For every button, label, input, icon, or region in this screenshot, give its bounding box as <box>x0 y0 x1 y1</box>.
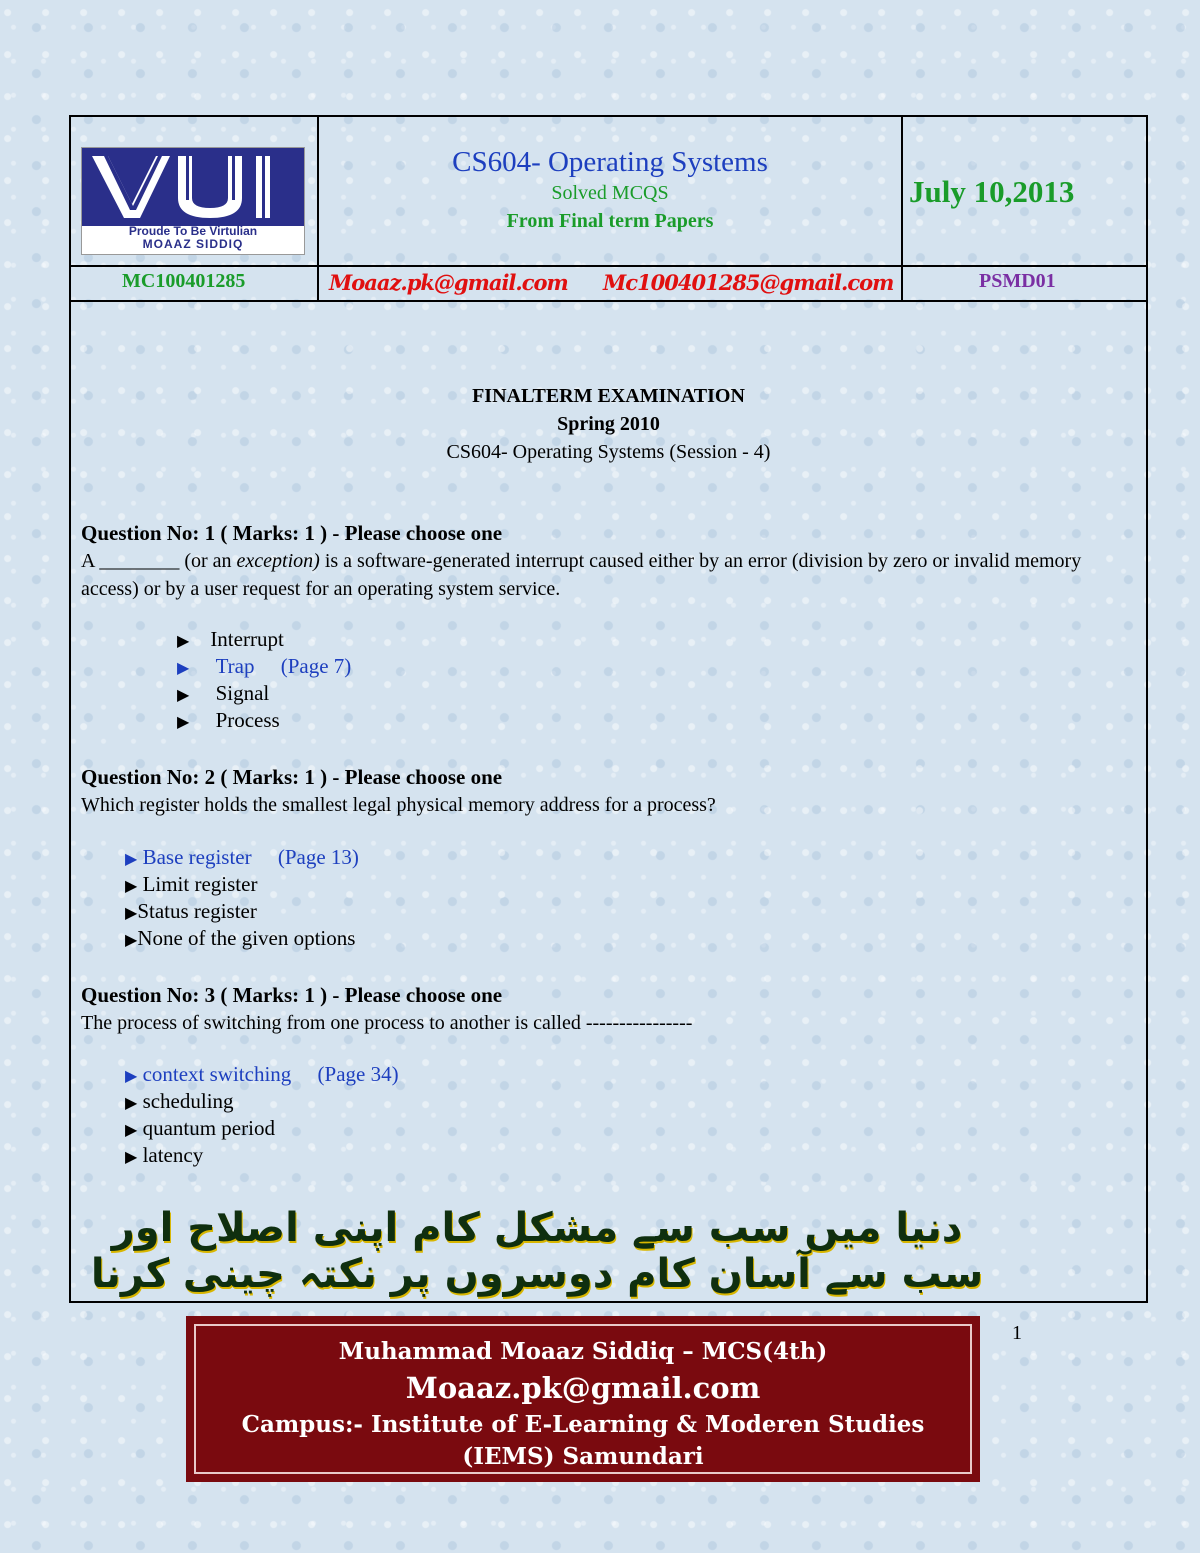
vu-logo <box>81 147 305 255</box>
question-2-option-3: ▶Status register <box>125 899 257 923</box>
page-number: 1 <box>1012 1322 1022 1344</box>
footer-location: (IEMS) Samundari <box>462 1443 704 1470</box>
header-subtitle-2: From Final term Papers <box>506 210 714 232</box>
question-3-header: Question No: 3 ( Marks: 1 ) - Please choose one <box>81 983 503 1007</box>
urdu-quote: دنیا میں سب سے مشکل کام اپنی اصلاح اور سب سے آسان کام دوسروں پر نکتہ چینی کرنا <box>90 1205 984 1297</box>
answer-ref: (Page 7) <box>280 654 352 678</box>
footer-campus: Campus:- Institute of E-Learning & Moderen Studies <box>241 1411 925 1438</box>
question-1-header: Question No: 1 ( Marks: 1 ) - Please choose one <box>81 521 503 545</box>
email-link-2[interactable]: Mc100401285@gmail.com <box>603 270 894 295</box>
col-divider-2 <box>901 117 903 302</box>
question-3-text: The process of switching from one process to another is called ---------------- <box>81 1012 693 1034</box>
course-code: PSMD01 <box>979 270 1056 292</box>
answer-ref: (Page 13) <box>277 845 359 869</box>
student-id: MC100401285 <box>122 270 246 292</box>
question-1-option-2-correct: ▶ Trap (Page 7) <box>177 654 352 678</box>
question-1-option-1: ▶ Interrupt <box>177 627 284 651</box>
question-1-text: A ________ (or an exception) is a software-generated interrupt caused either by an error (division by zero or invalid memory access) or by a user request for an operating system service. <box>81 550 1082 600</box>
question-3-option-4: ▶ latency <box>125 1143 204 1167</box>
question-1-option-4: ▶ Process <box>177 708 280 732</box>
info-divider <box>71 300 1146 302</box>
question-2-option-1-correct: ▶ Base register (Page 13) <box>125 845 359 869</box>
question-2-option-2: ▶ Limit register <box>125 872 258 896</box>
header-date: July 10,2013 <box>909 174 1075 209</box>
question-2-header: Question No: 2 ( Marks: 1 ) - Please choose one <box>81 765 503 789</box>
question-2-text: Which register holds the smallest legal physical memory address for a process? <box>81 794 716 816</box>
header-title: CS604- Operating Systems <box>452 146 768 178</box>
email-link-1[interactable]: Moaaz.pk@gmail.com <box>329 270 568 295</box>
answer-ref: (Page 34) <box>317 1062 399 1086</box>
exam-course: CS604- Operating Systems (Session - 4) <box>446 441 771 463</box>
header-subtitle-1: Solved MCQS <box>551 182 669 204</box>
author-footer <box>186 1316 980 1482</box>
page-frame <box>69 115 1148 1303</box>
footer-email[interactable]: Moaaz.pk@gmail.com <box>405 1371 761 1405</box>
header-divider <box>71 265 1146 267</box>
logo-author: MOAAZ SIDDIQ <box>142 237 244 251</box>
question-1-option-3: ▶ Signal <box>177 681 270 705</box>
question-3-option-2: ▶ scheduling <box>125 1089 234 1113</box>
footer-name: Muhammad Moaaz Siddiq – MCS(4th) <box>338 1338 828 1365</box>
exam-term: Spring 2010 <box>557 413 660 435</box>
logo-tagline: Proude To Be Virtulian <box>128 224 258 238</box>
question-3-option-1-correct: ▶ context switching (Page 34) <box>125 1062 399 1086</box>
question-3-option-3: ▶ quantum period <box>125 1116 275 1140</box>
exam-title: FINALTERM EXAMINATION <box>472 385 745 407</box>
question-2-option-4: ▶None of the given options <box>125 926 356 950</box>
